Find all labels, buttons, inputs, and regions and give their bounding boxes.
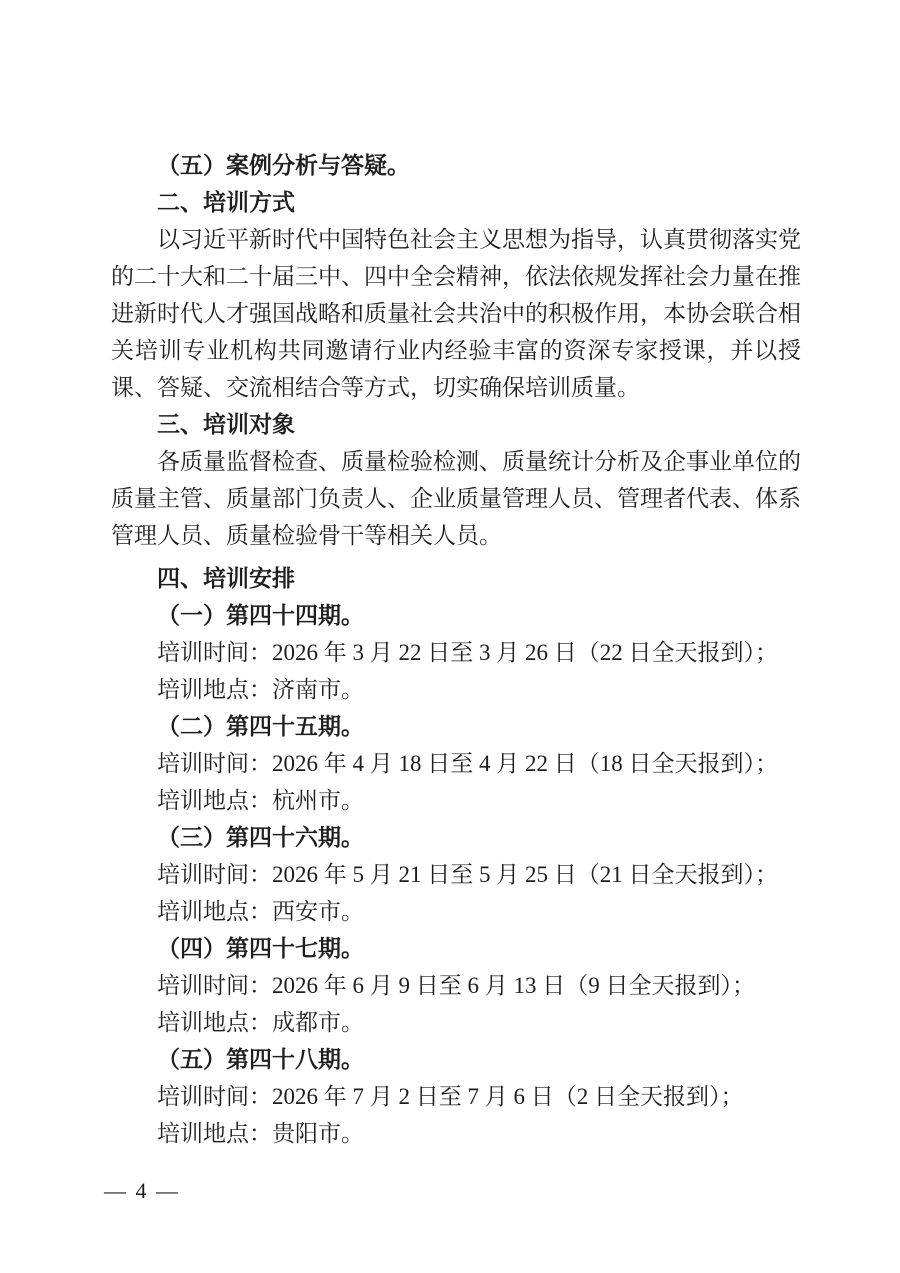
session-block <box>111 819 801 930</box>
session-time: 培训时间：2026 年 5 月 21 日至 5 月 25 日（21 日全天报到）； <box>157 862 778 887</box>
session-location: 培训地点：成都市。 <box>157 1010 364 1035</box>
paragraph-training-method: 以习近平新时代中国特色社会主义思想为指导，认真贯彻落实党的二十大和二十届三中、四中全会精神，依法依规发挥社会力量在推进新时代人才强国战略和质量社会共治中的积极作用，本协会联合相关培训专业机构共同邀请行业内经验丰富的资深专家授课，并以授课、答疑、交流相结合等方式，切实确保培训质量。 <box>111 227 801 400</box>
session-block <box>111 930 801 1041</box>
session-location: 培训地点：西安市。 <box>157 899 364 924</box>
session-location: 培训地点：贵阳市。 <box>157 1121 364 1146</box>
session-location: 培训地点：济南市。 <box>157 677 364 702</box>
session-block <box>111 1041 801 1152</box>
heading-training-schedule: 四、培训安排 <box>157 565 295 591</box>
session-title: （二）第四十五期。 <box>157 714 364 739</box>
heading-training-method: 二、培训方式 <box>157 189 295 215</box>
session-title: （一）第四十四期。 <box>157 603 364 628</box>
session-title: （五）第四十八期。 <box>157 1047 364 1072</box>
session-block <box>111 708 801 819</box>
paragraph-training-audience: 各质量监督检查、质量检验检测、质量统计分析及企事业单位的质量主管、质量部门负责人、企业质量管理人员、管理者代表、体系管理人员、质量检验骨干等相关人员。 <box>111 449 801 548</box>
session-title: （三）第四十六期。 <box>157 825 364 850</box>
document-body <box>111 147 801 1152</box>
session-time: 培训时间：2026 年 4 月 18 日至 4 月 22 日（18 日全天报到）； <box>157 751 778 776</box>
carryover-list-item: （五）案例分析与答疑。 <box>157 153 410 178</box>
heading-training-audience: 三、培训对象 <box>157 411 295 437</box>
session-title: （四）第四十七期。 <box>157 936 364 961</box>
session-time: 培训时间：2026 年 6 月 9 日至 6 月 13 日（9 日全天报到）； <box>157 973 755 998</box>
session-location: 培训地点：杭州市。 <box>157 788 364 813</box>
session-block <box>111 597 801 708</box>
session-time: 培训时间：2026 年 7 月 2 日至 7 月 6 日（2 日全天报到）； <box>157 1084 744 1109</box>
page-number: — 4 — <box>104 1178 180 1203</box>
session-time: 培训时间：2026 年 3 月 22 日至 3 月 26 日（22 日全天报到）； <box>157 640 778 665</box>
